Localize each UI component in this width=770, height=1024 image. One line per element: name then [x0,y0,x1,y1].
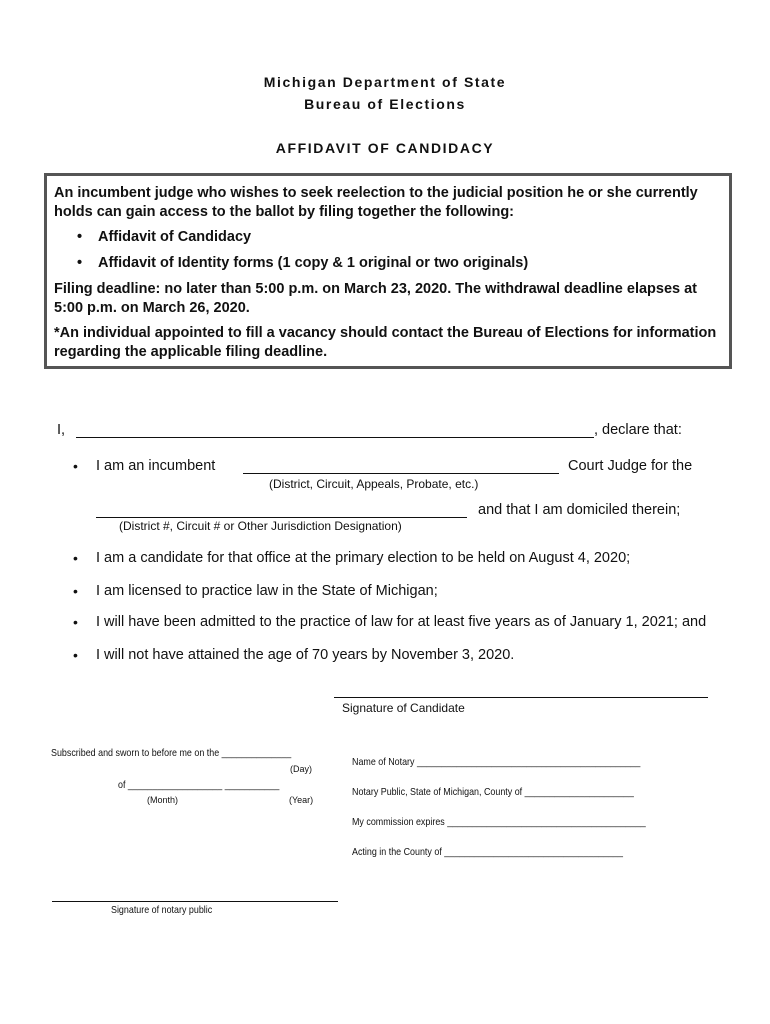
month-year-field[interactable]: of ___________________ ___________ [118,779,280,791]
vacancy-note: *An individual appointed to fill a vacancy should contact the Bureau of Elections for information regarding the applicable filing deadline. [54,325,717,360]
notary-signature-field[interactable] [52,901,338,902]
notary-county-field[interactable]: Notary Public, State of Michigan, County of ______________________ [352,786,634,798]
court-type-hint: (District, Circuit, Appeals, Probate, etc.) [269,477,479,491]
notice-intro: An incumbent judge who wishes to seek reelection to the judicial position he or she currently holds can gain access to the ballot by filing together the following: [54,185,698,220]
commission-expires-field[interactable]: My commission expires ________________________________________ [352,816,646,828]
bullet: • [73,458,78,474]
bullet: • [73,550,78,566]
court-judge-text: Court Judge for the [568,458,693,474]
notice-box [44,173,732,369]
day-hint: (Day) [290,764,312,774]
sworn-on-field[interactable]: Subscribed and sworn to before me on the ______________ [51,747,292,759]
agency-name: Michigan Department of State [263,74,507,90]
bullet: • [73,583,78,599]
year-hint: (Year) [289,795,314,805]
month-hint: (Month) [147,795,179,805]
candidate-signature-field[interactable] [334,697,708,698]
notice-list-item: • Affidavit of Candidacy [98,228,728,247]
filing-deadline: Filing deadline: no later than 5:00 p.m. on March 23, 2020. The withdrawal deadline elapses at 5:00 p.m. on March 26, 2020. [54,281,698,316]
page-title: AFFIDAVIT OF CANDIDACY [275,140,495,156]
notary-name-field[interactable]: Name of Notary _____________________________________________ [352,756,641,768]
declarant-prefix: I, [57,422,66,438]
statement-admitted: I will have been admitted to the practice of law for at least five years as of January 1, 2021; and [96,614,707,630]
declare-text: , declare that: [594,422,682,438]
court-type-field[interactable] [243,473,559,474]
statement-age: I will not have attained the age of 70 years by November 3, 2020. [96,647,515,663]
notary-signature-label: Signature of notary public [111,904,213,916]
statement-licensed: I am licensed to practice law in the State of Michigan; [96,583,438,599]
bureau-name: Bureau of Elections [304,96,466,112]
jurisdiction-field[interactable] [96,517,467,518]
domiciled-text: and that I am domiciled therein; [478,502,681,518]
notice-list [54,228,728,273]
bullet: • [73,647,78,663]
candidate-signature-label: Signature of Candidate [342,701,465,715]
statement-primary: I am a candidate for that office at the primary election to be held on August 4, 2020; [96,550,631,566]
notice-list-item: • Affidavit of Identity forms (1 copy & 1 original or two originals) [98,254,728,273]
jurisdiction-hint: (District #, Circuit # or Other Jurisdiction Designation) [119,519,402,533]
bullet: • [73,614,78,630]
incumbent-text: I am an incumbent [96,458,216,474]
acting-county-field[interactable]: Acting in the County of ____________________________________ [352,846,623,858]
declarant-name-field[interactable] [76,437,594,438]
